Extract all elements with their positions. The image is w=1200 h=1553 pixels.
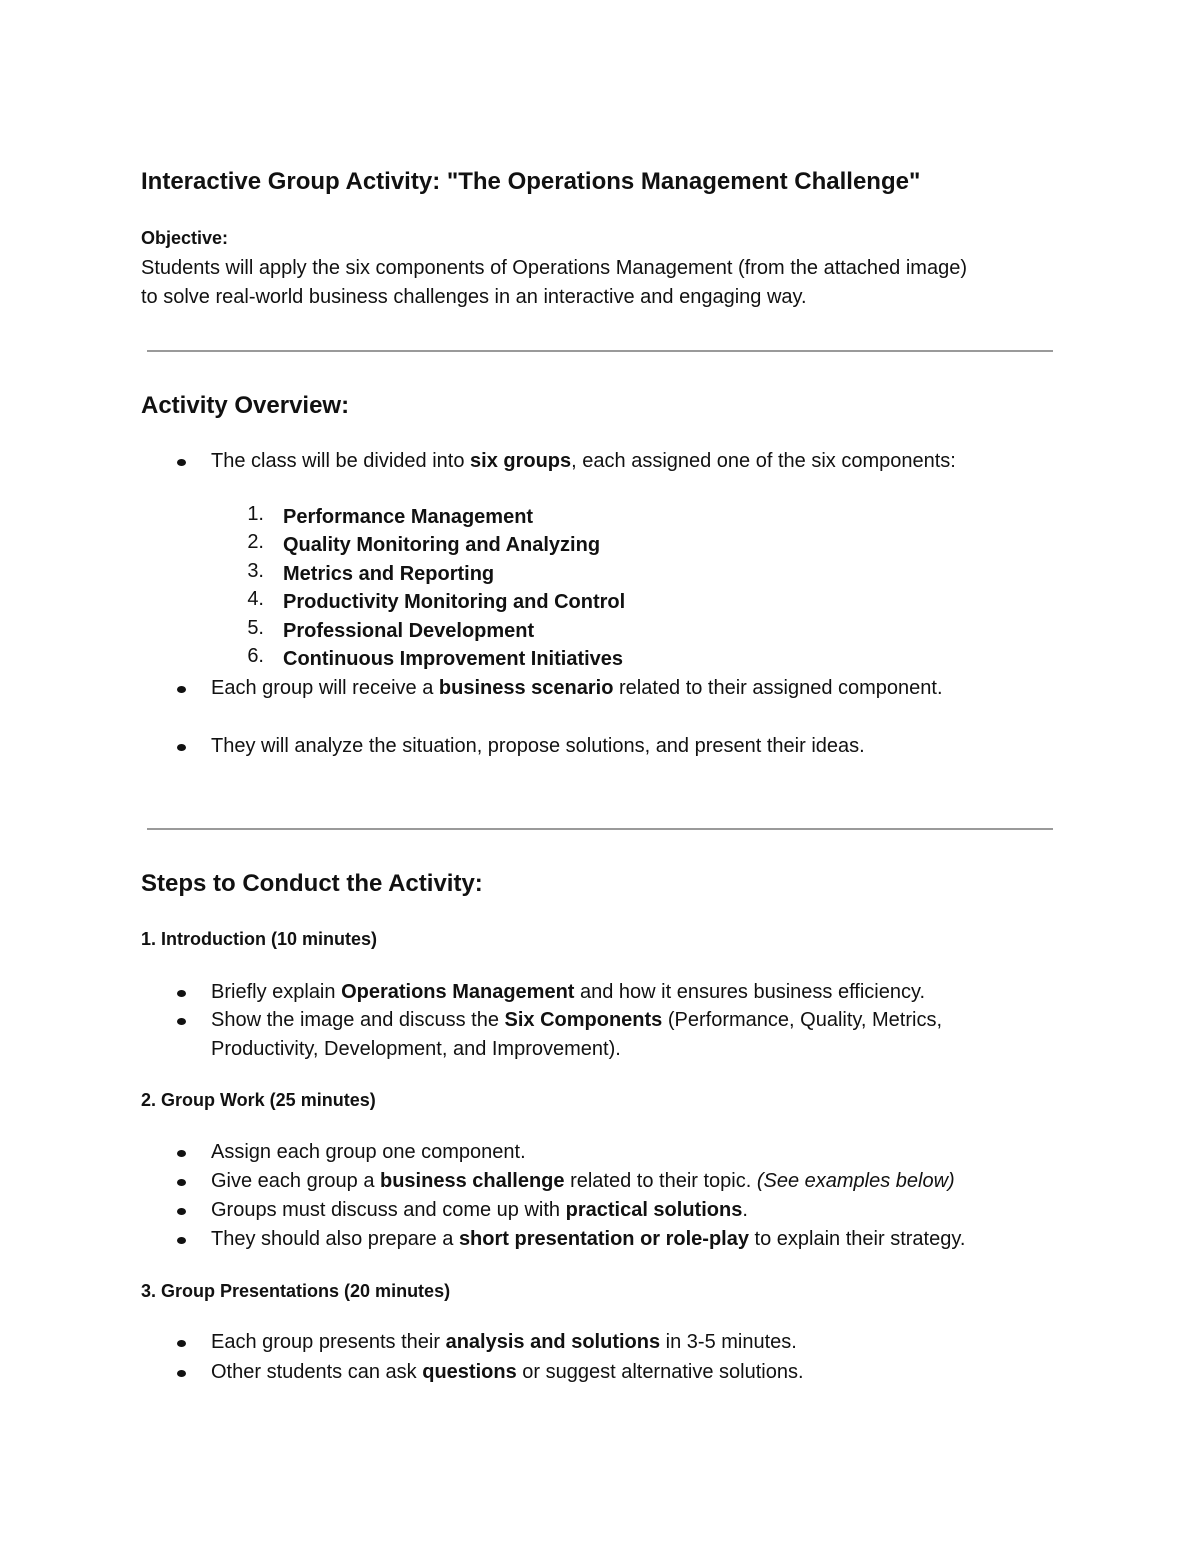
text-span: in 3-5 minutes.: [660, 1331, 797, 1353]
component-item: Professional Development: [283, 620, 535, 642]
step-1-bullet-2: [211, 1006, 942, 1035]
bullet-icon: [177, 1179, 186, 1186]
list-number: 5.: [247, 617, 264, 639]
bullet-icon: [177, 686, 186, 693]
text-span: .: [742, 1199, 748, 1221]
divider: [147, 350, 1053, 352]
text-span: and how it ensures business efficiency.: [574, 981, 926, 1003]
text-span: Give each group a: [211, 1170, 380, 1192]
list-number: 1.: [247, 503, 264, 525]
bullet-icon: [177, 1237, 186, 1244]
bold-text: business challenge: [380, 1170, 565, 1192]
step-3-bullet-1: [211, 1328, 797, 1357]
bold-text: Six Components: [504, 1009, 663, 1031]
step-2-bullet-3: [211, 1196, 748, 1225]
text-span: related to their topic.: [564, 1170, 757, 1192]
list-number: 3.: [247, 560, 264, 582]
list-number: 6.: [247, 645, 264, 667]
component-item: Productivity Monitoring and Control: [283, 591, 626, 613]
bullet-icon: [177, 1208, 186, 1215]
bold-text: Operations Management: [341, 981, 575, 1003]
step-3-label: 3. Group Presentations (20 minutes): [141, 1281, 451, 1301]
step-1-bullet-1: [211, 978, 925, 1007]
divider: [147, 828, 1053, 830]
objective-text-line2: to solve real-world business challenges in an interactive and engaging way.: [141, 286, 807, 308]
text-span: Show the image and discuss the: [211, 1009, 505, 1031]
italic-text: (See examples below): [756, 1170, 955, 1192]
step-3-bullet-2: [211, 1358, 804, 1387]
component-item: Quality Monitoring and Analyzing: [283, 534, 601, 556]
bullet-icon: [177, 1018, 186, 1025]
text-span: (Performance, Quality, Metrics,: [662, 1009, 943, 1031]
step-2-bullet-4: [211, 1225, 965, 1254]
bullet-icon: [177, 990, 186, 997]
text-span: related to their assigned component.: [613, 677, 943, 699]
step-1-bullet-2-cont: Productivity, Development, and Improvement).: [211, 1038, 621, 1060]
list-number: 4.: [247, 588, 264, 610]
overview-bullet-3: They will analyze the situation, propose solutions, and present their ideas.: [211, 735, 865, 757]
bold-text: practical solutions: [565, 1199, 743, 1221]
bold-text: six groups: [470, 450, 572, 472]
text-span: Groups must discuss and come up with: [211, 1199, 566, 1221]
bullet-icon: [177, 1340, 186, 1347]
text-span: The class will be divided into: [211, 450, 471, 472]
objective-text-line1: Students will apply the six components of Operations Management (from the attached image): [141, 257, 967, 279]
text-span: They should also prepare a: [211, 1228, 459, 1250]
component-item: Performance Management: [283, 506, 534, 528]
overview-bullet-2: [211, 674, 943, 703]
step-1-label: 1. Introduction (10 minutes): [141, 929, 378, 949]
component-item: Continuous Improvement Initiatives: [283, 648, 624, 670]
component-item: Metrics and Reporting: [283, 563, 495, 585]
step-2-bullet-1: Assign each group one component.: [211, 1141, 526, 1163]
text-span: to explain their strategy.: [749, 1228, 966, 1250]
text-span: Briefly explain: [211, 981, 342, 1003]
text-span: Each group presents their: [211, 1331, 446, 1353]
overview-bullet-1: [211, 447, 956, 476]
page-title: Interactive Group Activity: "The Operations Management Challenge": [141, 168, 921, 195]
step-2-label: 2. Group Work (25 minutes): [141, 1090, 376, 1110]
text-span: , each assigned one of the six components:: [571, 450, 956, 472]
step-2-bullet-2: [211, 1167, 955, 1196]
bullet-icon: [177, 459, 186, 466]
bold-text: business scenario: [438, 677, 614, 699]
bullet-icon: [177, 1370, 186, 1377]
steps-heading: Steps to Conduct the Activity:: [141, 870, 483, 897]
bold-text: analysis and solutions: [445, 1331, 661, 1353]
bullet-icon: [177, 744, 186, 751]
text-span: Other students can ask: [211, 1361, 423, 1383]
bullet-icon: [177, 1150, 186, 1157]
overview-heading: Activity Overview:: [141, 392, 350, 419]
bold-text: short presentation or role-play: [458, 1228, 749, 1250]
text-span: or suggest alternative solutions.: [516, 1361, 804, 1383]
text-span: Each group will receive a: [211, 677, 439, 699]
objective-label: Objective:: [141, 228, 229, 248]
bold-text: questions: [422, 1361, 517, 1383]
list-number: 2.: [247, 531, 264, 553]
